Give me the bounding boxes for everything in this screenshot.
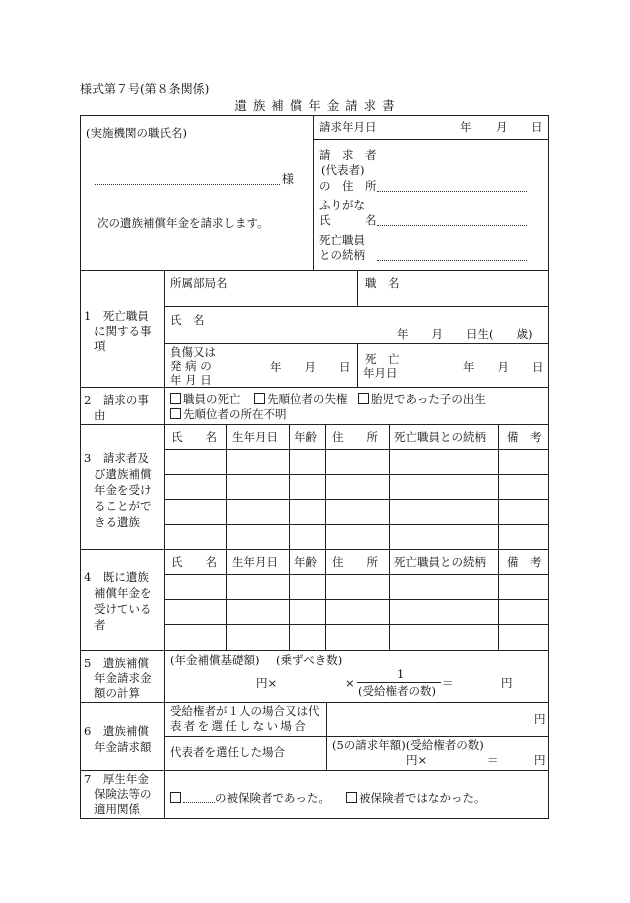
- relation-label-2: との続柄: [319, 248, 365, 262]
- s4-label-4: 者: [94, 618, 106, 632]
- col-note: 備 考: [507, 555, 542, 569]
- checkbox-icon: [346, 792, 357, 803]
- form-number: 様式第７号(第８条関係): [80, 82, 210, 96]
- s3-label-5: きる遺族: [94, 515, 140, 529]
- address-line[interactable]: [377, 191, 527, 192]
- injury-label-1: 負傷又は: [170, 345, 216, 359]
- checkbox-icon: [170, 393, 181, 404]
- request-month[interactable]: 月: [496, 120, 508, 134]
- col-name: 氏 名: [171, 555, 217, 569]
- form-title: 遺 族 補 償 年 金 請 求 書: [234, 98, 396, 113]
- case1-line-2: 表者を選任しない場合: [170, 719, 308, 733]
- equals-sign: ＝: [442, 676, 454, 690]
- checkbox-icon: [170, 792, 181, 803]
- s3-label-2: び遺族補償: [94, 467, 152, 481]
- base-amount-label: (年金補償基礎額): [170, 653, 260, 667]
- relation-label-1: 死亡職員: [319, 233, 365, 247]
- request-date-label: 請求年月日: [319, 120, 377, 134]
- claimant-name-line[interactable]: [377, 225, 527, 226]
- case2-yen: 円: [534, 753, 546, 767]
- s7-label-2: 保険法等の: [94, 787, 152, 801]
- s3-label-4: ることがで: [94, 499, 152, 513]
- death-label-1: 死 亡: [365, 352, 400, 366]
- reason-missing-option[interactable]: 先順位者の所在不明: [170, 408, 287, 421]
- col-age: 年齢: [294, 555, 317, 569]
- reason-death-option[interactable]: 職員の死亡: [170, 393, 241, 406]
- col-note: 備 考: [507, 430, 542, 444]
- col-relation: 死亡職員との続柄: [394, 555, 486, 569]
- birth-date-field[interactable]: 年 月 日生( 歳): [397, 327, 533, 341]
- case1-line-1: 受給権者が１人の場合又は代: [170, 704, 320, 718]
- furigana-label: ふりがな: [319, 198, 365, 212]
- injury-label-2: 発 病 の: [170, 359, 212, 373]
- s5-label-3: 額の計算: [94, 686, 140, 700]
- request-statement: 次の遺族補償年金を請求します。: [97, 216, 269, 230]
- s7-label-3: 適用関係: [94, 802, 140, 816]
- agency-label: (実施機関の職氏名): [86, 126, 187, 140]
- deceased-name-label: 氏 名: [170, 313, 205, 327]
- checkbox-icon: [358, 393, 369, 404]
- claimant-name-label: 氏 名: [319, 213, 377, 227]
- s7-label-1: 7 厚生年金: [84, 772, 149, 786]
- reason-birth-option[interactable]: 胎児であった子の出生: [358, 393, 486, 406]
- col-name: 氏 名: [171, 430, 217, 444]
- fraction-bar: [357, 682, 441, 683]
- col-address: 住 所: [332, 555, 378, 569]
- s4-label-1: 4 既に遺族: [84, 570, 149, 584]
- case2-yen-times: 円×: [406, 753, 428, 767]
- request-day[interactable]: 日: [531, 120, 543, 134]
- dept-label: 所属部局名: [170, 276, 228, 290]
- injury-label-3: 年 月 日: [170, 373, 212, 387]
- checkbox-icon: [254, 393, 265, 404]
- s1-label-1: 1 死亡職員: [84, 309, 149, 323]
- representative-label: (代表者): [321, 163, 365, 177]
- s2-label-2: 由: [94, 408, 106, 422]
- s4-label-2: 補償年金を: [94, 586, 152, 600]
- s5-label-2: 年金請求金: [94, 671, 152, 685]
- relation-line[interactable]: [377, 260, 527, 261]
- injury-date-field[interactable]: 年 月 日: [270, 360, 351, 374]
- col-age: 年齢: [294, 430, 317, 444]
- checkbox-icon: [170, 408, 181, 419]
- recipients-count-label: (受給権者の数): [358, 684, 436, 698]
- insured-option[interactable]: の被保険者であった。: [170, 792, 330, 805]
- col-dob: 生年月日: [232, 555, 278, 569]
- col-dob: 生年月日: [232, 430, 278, 444]
- claimant-label: 請 求 者: [319, 148, 377, 162]
- sama-label: 様: [282, 172, 295, 186]
- request-year[interactable]: 年: [460, 120, 472, 134]
- s6-label-2: 年金請求額: [94, 740, 152, 754]
- insurance-law-blank[interactable]: [183, 792, 215, 803]
- death-date-field[interactable]: 年 月 日: [463, 360, 544, 374]
- formula-label: (5の請求年額)(受給権者の数): [332, 738, 484, 752]
- death-label-2: 年月日: [363, 366, 398, 380]
- case1-yen: 円: [534, 712, 546, 726]
- fraction-numerator: 1: [397, 667, 405, 681]
- s5-label-1: 5 遺族補償: [84, 656, 149, 670]
- s3-label-1: 3 請求者及: [84, 451, 149, 465]
- case2-label: 代表者を選任した場合: [170, 745, 285, 759]
- s3-label-3: 年金を受け: [94, 483, 152, 497]
- s2-label-1: 2 請求の事: [84, 393, 149, 407]
- s4-label-3: 受けている: [94, 602, 152, 616]
- case2-equals: ＝: [487, 753, 499, 767]
- s1-label-2: に関する事: [94, 324, 152, 338]
- s1-label-3: 項: [94, 339, 106, 353]
- multiplier-label: (乗ずべき数): [276, 653, 343, 667]
- post-label: 職 名: [365, 276, 400, 290]
- result-yen: 円: [501, 676, 513, 690]
- base-yen-times: 円×: [256, 676, 278, 690]
- s6-label-1: 6 遺族補償: [84, 724, 149, 738]
- reason-forfeit-option[interactable]: 先順位者の失権: [254, 393, 348, 406]
- times-sign: ×: [345, 676, 355, 690]
- col-address: 住 所: [332, 430, 378, 444]
- address-label: の 住 所: [319, 179, 377, 193]
- agency-name-line[interactable]: [95, 184, 280, 185]
- not-insured-option[interactable]: 被保険者ではなかった。: [346, 792, 486, 805]
- col-relation: 死亡職員との続柄: [394, 430, 486, 444]
